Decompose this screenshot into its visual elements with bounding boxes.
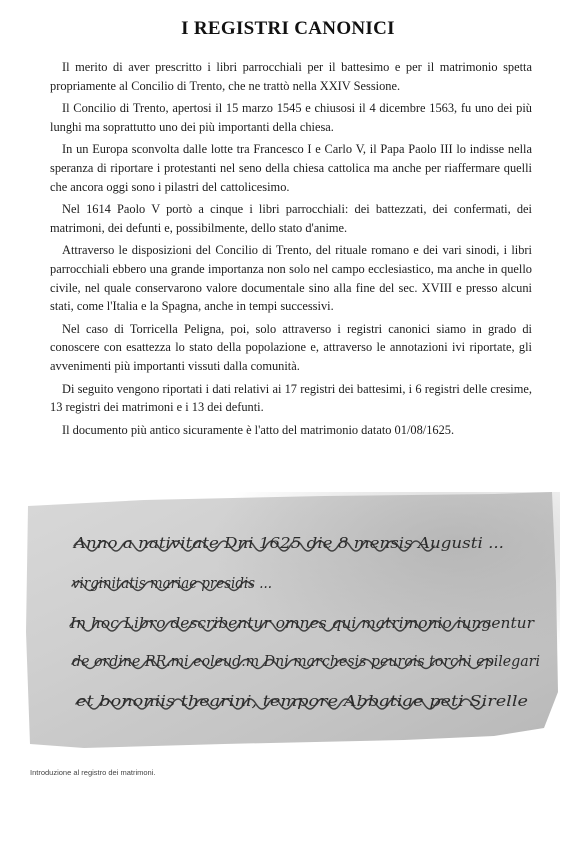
manuscript-line-1: Anno a nativitate Dni 1625 die 8 mensis Augusti ... bbox=[71, 534, 505, 552]
paragraph-5: Attraverso le disposizioni del Concilio di Trento, del rituale romano e dei vari sinodi, i libri parrocchiali ebbero una grande importanza non solo nel campo ecclesiastico, ma anche in quello civile, nel quale conservarono valore documentale sino alla fine del sec. XVIII e presso alcuni stati, come l'Italia e la Spagna, anche in tempi successivi. bbox=[50, 243, 532, 314]
image-caption: Introduzione al registro dei matrimoni. bbox=[30, 768, 156, 777]
paragraph-8: Il documento più antico sicuramente è l'atto del matrimonio datato 01/08/1625. bbox=[62, 422, 455, 437]
manuscript-image bbox=[24, 492, 560, 752]
paragraph-6: Nel caso di Torricella Peligna, poi, solo attraverso i registri canonici siamo in grado di conoscere con esattezza lo stato della popolazione e, attraverso le annotazioni ivi riportate, gli avvenimenti più importanti vissuti dalla comunità. bbox=[50, 321, 532, 373]
paragraph-2: Il Concilio di Trento, apertosi il 15 marzo 1545 e chiusosi il 4 dicembre 1563, fu uno dei più lunghi ma soprattutto uno dei più importanti della chiesa. bbox=[50, 101, 532, 134]
manuscript-line-4: de ordine RR.mi eoleud.m Dni marchesis peurois torchi epilegari bbox=[72, 652, 541, 670]
paragraph-3: In un Europa sconvolta dalle lotte tra Francesco I e Carlo V, il Papa Paolo III lo indisse nella speranza di riportare i protestanti nel seno della chiesa cattolica ma anche per riaffermare quelli che ancora oggi sono i pilastri del cattolicesimo. bbox=[50, 142, 532, 194]
paragraph-1: Il merito di aver prescritto i libri parrocchiali per il battesimo e per il matrimonio spetta propriamente al Concilio di Trento, che ne trattò nella XXIV Sessione. bbox=[50, 60, 532, 93]
paragraph-4: Nel 1614 Paolo V portò a cinque i libri parrocchiali: dei battezzati, dei confermati, dei matrimoni, dei defunti e, possibilmente, dello stato d'anime. bbox=[50, 202, 532, 235]
manuscript-photo bbox=[24, 492, 560, 752]
manuscript-line-3: In hoc Libro describentur omnes qui matrimonio iungentur bbox=[68, 614, 535, 632]
paragraph-7: Di seguito vengono riportati i dati relativi ai 17 registri dei battesimi, i 6 registri delle cresime, 13 registri dei matrimoni e i 13 dei defunti. bbox=[50, 381, 532, 415]
page-title: I REGISTRI CANONICI bbox=[181, 18, 395, 39]
article-body bbox=[50, 58, 532, 443]
manuscript-line-5: et bononiis thearini, tempore Abbatiae peti Sirelle bbox=[76, 692, 529, 710]
manuscript-line-2: virginitatis mariae presidis ... bbox=[72, 574, 272, 592]
